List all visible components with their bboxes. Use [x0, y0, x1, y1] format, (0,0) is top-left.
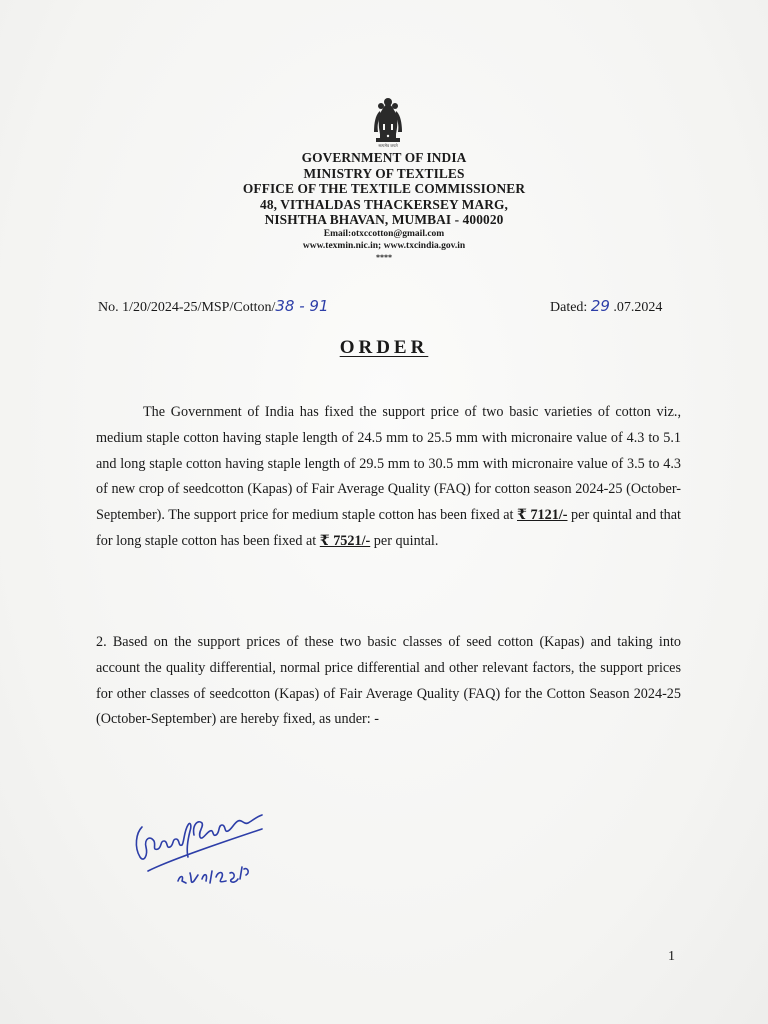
- paragraph-1-text-c: per quintal.: [370, 532, 439, 549]
- price-long-staple: ₹ 7521/-: [319, 532, 371, 549]
- paragraph-1-text-a: The Government of India has fixed the support price of two basic varieties of cotton viz., medium staple cotton having staple length of 24.5 mm to 25.5 mm with micronaire value of 4.3 to 5.1 and long staple cotton having staple length of 29.5 mm to 30.5 mm with micronaire value of 3.5 to 4.3 of new crop of seedcotton (Kapas) of Fair Average Quality (FAQ) for cotton season 2024-25 (October-September). The support price for medium staple cotton has been fixed at: [96, 404, 681, 524]
- order-date: [550, 297, 662, 316]
- reference-number: [98, 297, 328, 316]
- emblem-caption: सत्यमेव जयते: [378, 143, 398, 148]
- price-medium-staple: ₹ 7121/-: [517, 507, 568, 524]
- reference-number-prefix: No. 1/20/2024-25/MSP/Cotton/: [98, 300, 276, 315]
- letterhead-address-street: 48, VITHALDAS THACKERSEY MARG,: [260, 196, 508, 212]
- letterhead-address-city: NISHTHA BHAVAN, MUMBAI - 400020: [264, 212, 504, 227]
- letterhead-office: OFFICE OF THE TEXTILE COMMISSIONER: [242, 181, 526, 196]
- letterhead-ministry: MINISTRY OF TEXTILES: [303, 165, 465, 181]
- page-number: 1: [668, 949, 675, 964]
- date-suffix: .07.2024: [613, 300, 663, 315]
- order-title: [0, 337, 768, 359]
- paragraph-1-text-b: per quintal and that for long staple cotton has been fixed at: [96, 507, 682, 549]
- dated-label: Dated:: [550, 300, 588, 315]
- letterhead-websites: www.texmin.nic.in; www.txcindia.gov.in: [302, 241, 466, 251]
- reference-number-handwritten: 38 - 91: [275, 297, 329, 315]
- letterhead-stars: ****: [376, 252, 392, 262]
- date-day-handwritten: 29: [590, 297, 610, 315]
- paragraph-2-text: 2. Based on the support prices of these two basic classes of seed cotton (Kapas) and taking into account the quality differential, normal price differential and other relevant factors, the support prices for other classes of seedcotton (Kapas) of Fair Average Quality (FAQ) for the Cotton Season 2024-25 (October-September) are hereby fixed, as under: -: [96, 634, 681, 728]
- order-title-text: ORDER: [339, 337, 429, 358]
- paragraph-1: [96, 400, 681, 555]
- letterhead-email: Email:otxccotton@gmail.com: [323, 228, 445, 239]
- paragraph-2: [96, 630, 681, 733]
- letterhead-government: GOVERNMENT OF INDIA: [301, 150, 467, 165]
- handwritten-signature: [128, 795, 288, 895]
- letterhead: [0, 150, 768, 262]
